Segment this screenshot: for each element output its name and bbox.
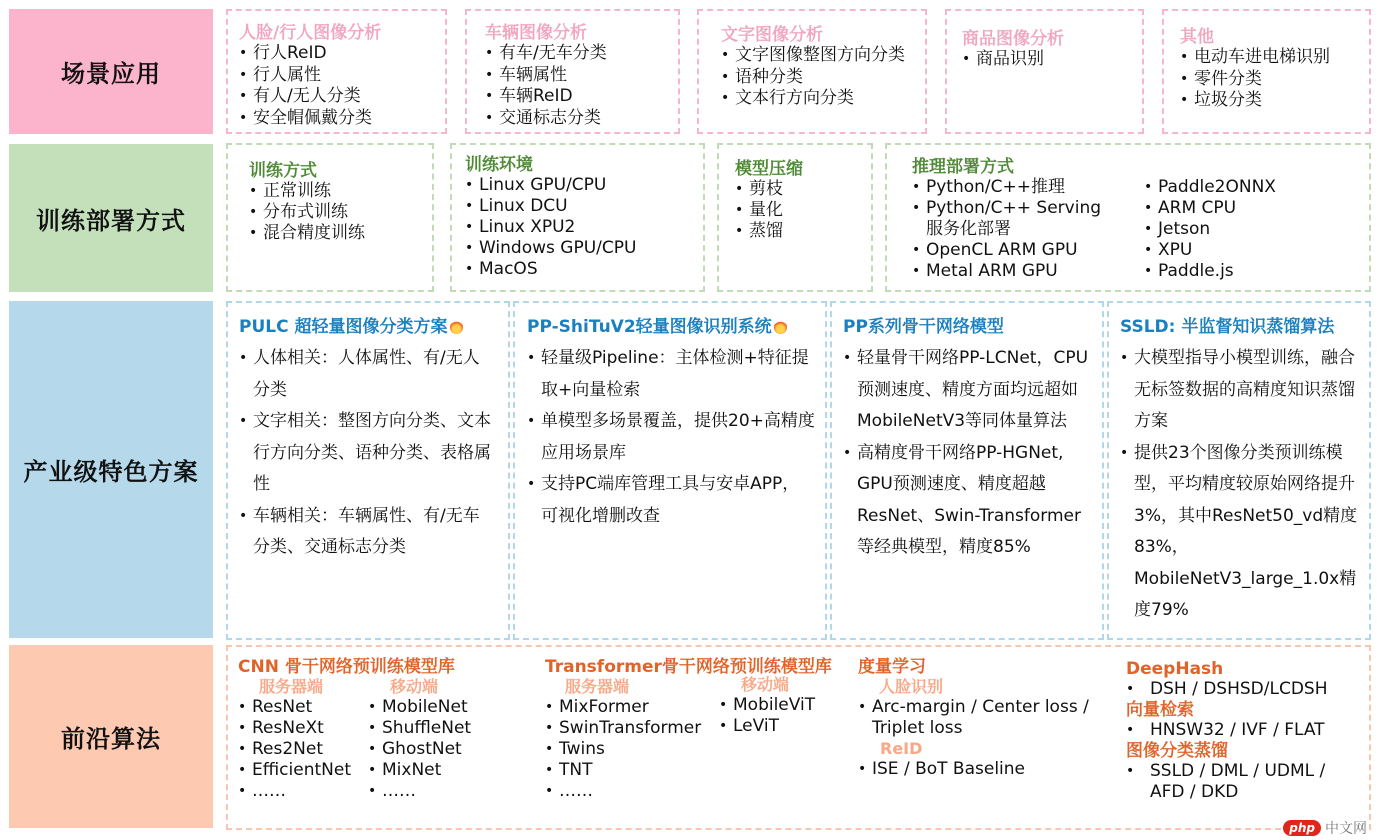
list-item: • 正常训练 [249, 181, 432, 202]
watermark [1281, 818, 1369, 838]
list-item: • 文字图像整图方向分类 [721, 45, 925, 67]
list-item: • Linux GPU/CPU [465, 175, 703, 196]
box-title: PULC 超轻量图像分类方案 [239, 317, 496, 337]
row-label-frontier: 前沿算法 [9, 645, 213, 828]
list-item: • ARM CPU [1144, 198, 1276, 219]
list-item: • Python/C++推理 [912, 177, 1144, 198]
reid-label: ReID [880, 739, 923, 758]
list-item: • 车辆ReID [485, 86, 678, 108]
list-item: • LeViT [719, 716, 815, 737]
list-item: • 交通标志分类 [485, 108, 678, 130]
frontier-cnn [238, 657, 538, 802]
scenario-box-product [945, 9, 1144, 134]
list-item: • GhostNet [368, 739, 471, 760]
list-item: • 零件分类 [1180, 69, 1369, 91]
scenario-box-face-pedestrian [226, 9, 447, 134]
list-item: • …… [368, 781, 471, 802]
box-title: 其他 [1180, 27, 1214, 47]
list-item: • 安全帽佩戴分类 [239, 108, 445, 130]
row-label-scenario: 场景应用 [9, 9, 213, 134]
list-item: • MixNet [368, 760, 471, 781]
list-item: • MobileNet [368, 697, 471, 718]
list-item: • 量化 [735, 200, 871, 221]
list-item: • …… [238, 781, 368, 802]
list-item: • Twins [545, 739, 719, 760]
list-item: • 大模型指导小模型训练，融合无标签数据的高精度知识蒸馏方案 [1120, 343, 1359, 438]
list-item: • 有人/无人分类 [239, 86, 445, 108]
list-item: • 车辆属性 [485, 65, 678, 87]
face-label: 人脸识别 [879, 677, 944, 696]
training-box-deployment [885, 143, 1371, 292]
training-box-environment [450, 143, 705, 292]
list-item: • 轻量骨干网络PP-LCNet，CPU预测速度、精度方面均远超如MobileNetV3等同体量算法 [843, 343, 1090, 438]
list-item: • EfficientNet [238, 760, 368, 781]
deephash-title: DeepHash [1126, 659, 1224, 679]
list-item: • 语种分类 [721, 67, 925, 89]
box-title: 训练方式 [249, 161, 317, 181]
list-item: • 文本行方向分类 [721, 88, 925, 110]
box-title: PP系列骨干网络模型 [843, 317, 1004, 337]
fire-icon [774, 318, 787, 334]
box-title: 推理部署方式 [912, 157, 1014, 177]
list-item: • ResNet [238, 697, 368, 718]
list-item: • Windows GPU/CPU [465, 238, 703, 259]
row-label-training: 训练部署方式 [9, 144, 213, 292]
list-item: • SSLD / DML / UDML / AFD / DKD [1126, 761, 1346, 803]
list-item: • 分布式训练 [249, 202, 432, 223]
list-item: • DSH / DSHSD/LCDSH [1126, 679, 1366, 700]
box-title: 商品图像分析 [962, 29, 1064, 49]
list-item: • Linux DCU [465, 196, 703, 217]
php-logo-icon: php [1283, 820, 1321, 836]
list-item: • OpenCL ARM GPU [912, 240, 1144, 261]
box-title: PP-ShiTuV2轻量图像识别系统 [527, 317, 815, 337]
metric-title: 度量学习 [858, 657, 926, 677]
transformer-title: Transformer骨干网络预训练模型库 [545, 657, 832, 677]
box-title: 车辆图像分析 [485, 23, 587, 43]
list-item: • 电动车进电梯识别 [1180, 47, 1369, 69]
list-item: • ISE / BoT Baseline [858, 759, 1108, 780]
industry-box-shitu [513, 301, 827, 640]
list-item: • MacOS [465, 259, 703, 280]
list-item: • 人体相关：人体属性、有/无人分类 [239, 343, 496, 406]
row-label-industry: 产业级特色方案 [9, 301, 213, 638]
box-title: 文字图像分析 [721, 25, 823, 45]
frontier-metric [858, 657, 1108, 780]
transformer-mobile-label: 移动端 [741, 675, 790, 694]
list-item: • MixFormer [545, 697, 719, 718]
box-title: 训练环境 [465, 155, 533, 175]
list-item: • 商品识别 [962, 49, 1142, 71]
list-item: • ResNeXt [238, 718, 368, 739]
list-item: • Jetson [1144, 219, 1276, 240]
list-item: • HNSW32 / IVF / FLAT [1126, 720, 1366, 741]
list-item: • TNT [545, 760, 719, 781]
list-item: • Linux XPU2 [465, 217, 703, 238]
box-title: SSLD: 半监督知识蒸馏算法 [1120, 317, 1335, 337]
frontier-box [226, 645, 1371, 830]
box-title: 模型压缩 [735, 159, 803, 179]
list-item: • 剪枝 [735, 179, 871, 200]
frontier-transformer [545, 657, 855, 802]
scenario-box-other [1162, 9, 1371, 134]
industry-box-pp-backbone [830, 301, 1104, 640]
industry-box-pulc [226, 301, 510, 640]
list-item: • Res2Net [238, 739, 368, 760]
training-box-method [226, 143, 434, 292]
list-item: • Metal ARM GPU [912, 261, 1144, 282]
list-item: • 行人属性 [239, 65, 445, 87]
cnn-title: CNN 骨干网络预训练模型库 [238, 657, 455, 677]
list-item: • 单模型多场景覆盖，提供20+高精度应用场景库 [527, 406, 815, 469]
list-item: • 有车/无车分类 [485, 43, 678, 65]
list-item: • Paddle2ONNX [1144, 177, 1276, 198]
list-item: • 轻量级Pipeline：主体检测+特征提取+向量检索 [527, 343, 815, 406]
frontier-other [1126, 659, 1366, 803]
watermark-text: 中文网 [1325, 821, 1367, 837]
list-item: • 高精度骨干网络PP-HGNet, GPU预测速度、精度超越ResNet、Swin-Transformer等经典模型，精度85% [843, 438, 1090, 564]
list-item: • 提供23个图像分类预训练模型，平均精度较原始网络提升3%，其中ResNet50_vd精度83%，MobileNetV3_large_1.0x精度79% [1120, 438, 1359, 627]
distill-title: 图像分类蒸馏 [1126, 741, 1228, 761]
list-item: • Python/C++ Serving 服务化部署 [912, 198, 1112, 240]
list-item: • Arc-margin / Center loss / Triplet loss [858, 697, 1103, 739]
transformer-server-label: 服务器端 [565, 677, 630, 696]
cnn-mobile-label: 移动端 [390, 677, 439, 696]
list-item: • SwinTransformer [545, 718, 719, 739]
list-item: • 垃圾分类 [1180, 90, 1369, 112]
training-box-compression [717, 143, 873, 292]
list-item: • 行人ReID [239, 43, 445, 65]
list-item: • MobileViT [719, 695, 815, 716]
list-item: • 混合精度训练 [249, 223, 432, 244]
scenario-box-text [697, 9, 927, 134]
list-item: • 支持PC端库管理工具与安卓APP，可视化增删改查 [527, 469, 815, 532]
scenario-box-vehicle [465, 9, 680, 134]
list-item: • ShuffleNet [368, 718, 471, 739]
list-item: • Paddle.js [1144, 261, 1276, 282]
vector-title: 向量检索 [1126, 700, 1194, 720]
list-item: • XPU [1144, 240, 1276, 261]
list-item: • 蒸馏 [735, 221, 871, 242]
fire-icon [450, 318, 463, 334]
box-title: 人脸/行人图像分析 [239, 23, 382, 43]
cnn-server-label: 服务器端 [259, 677, 324, 696]
list-item: • 文字相关：整图方向分类、文本行方向分类、语种分类、表格属性 [239, 406, 496, 501]
industry-box-ssld [1107, 301, 1371, 640]
list-item: • …… [545, 781, 719, 802]
list-item: • 车辆相关：车辆属性、有/无车分类、交通标志分类 [239, 501, 496, 564]
